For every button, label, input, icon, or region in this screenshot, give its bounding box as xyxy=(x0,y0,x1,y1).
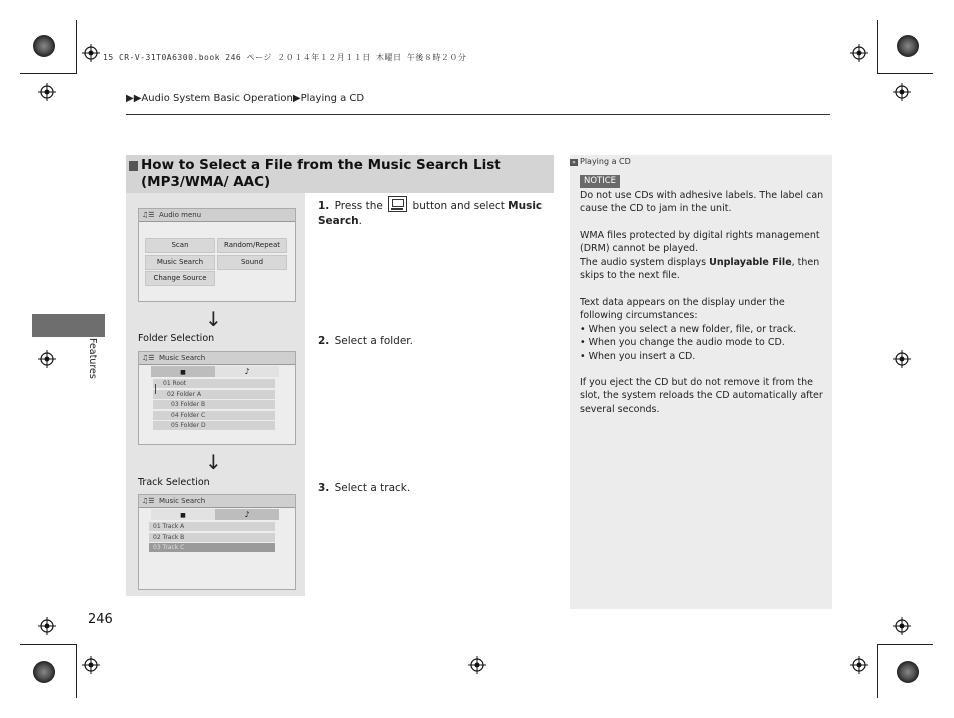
registration-mark-icon xyxy=(468,656,486,674)
breadcrumb-link-playing-cd[interactable]: Playing a CD xyxy=(300,93,365,104)
crop-line xyxy=(877,644,878,698)
random-repeat-button[interactable]: Random/Repeat xyxy=(217,238,287,253)
track-row-selected[interactable]: 03 Track C xyxy=(149,543,275,552)
music-note-icon: ♪ xyxy=(244,510,250,519)
track-selection-label: Track Selection xyxy=(138,477,210,488)
music-menu-icon: ♫☰ xyxy=(142,354,155,362)
color-rosette-top-left xyxy=(33,35,55,57)
music-menu-icon: ♫☰ xyxy=(142,211,155,219)
chapter-label: Features xyxy=(87,338,98,379)
screen-title-bar xyxy=(139,209,295,222)
screen-title-bar xyxy=(139,495,295,508)
notes-panel xyxy=(570,155,832,609)
music-menu-icon: ♫☰ xyxy=(142,497,155,505)
color-rosette-bottom-right xyxy=(897,661,919,683)
breadcrumb-separator-icon: ▶ xyxy=(292,93,301,104)
screen-title: Audio menu xyxy=(159,211,202,219)
step-2: 2. Select a folder. xyxy=(318,335,413,347)
folder-row[interactable]: 05 Folder D xyxy=(153,421,275,430)
down-arrow-icon: ↓ xyxy=(205,450,222,474)
registration-mark-icon xyxy=(850,44,868,62)
registration-mark-icon xyxy=(38,617,56,635)
crop-line xyxy=(76,644,77,698)
crop-line xyxy=(877,644,933,645)
crop-line xyxy=(20,644,76,645)
reference-arrow-icon: » xyxy=(570,159,578,166)
notice-badge: NOTICE xyxy=(580,175,620,188)
breadcrumb xyxy=(126,93,364,104)
track-row[interactable]: 02 Track B xyxy=(149,533,275,542)
folder-row[interactable]: 02 Folder A xyxy=(153,390,275,399)
section-heading xyxy=(126,155,554,193)
track-selection-screen xyxy=(138,494,296,590)
step-number: 1. xyxy=(318,200,330,212)
section-marker-icon xyxy=(129,161,138,171)
folder-icon: ■ xyxy=(180,369,186,376)
track-row[interactable]: 01 Track A xyxy=(149,522,275,531)
scan-button[interactable]: Scan xyxy=(145,238,215,253)
crop-line xyxy=(877,20,878,74)
folder-row[interactable]: 03 Folder B xyxy=(153,400,275,409)
chapter-tab xyxy=(32,314,105,337)
section-title: How to Select a File from the Music Search List (MP3/WMA/ AAC) xyxy=(141,157,501,190)
reference-link[interactable]: » Playing a CD xyxy=(570,157,631,166)
menu-button-icon xyxy=(388,196,407,212)
step-3: 3. Select a track. xyxy=(318,482,411,494)
search-tabs xyxy=(151,509,279,520)
down-arrow-icon: ↓ xyxy=(205,307,222,331)
folder-selection-label: Folder Selection xyxy=(138,333,215,344)
registration-mark-icon xyxy=(893,350,911,368)
breadcrumb-link-audio-system[interactable]: Audio System Basic Operation xyxy=(141,93,293,104)
crop-line xyxy=(877,73,933,74)
eject-note: If you eject the CD but do not remove it from the slot, the system reloads the CD automatically after several seconds. xyxy=(580,377,823,415)
music-search-button[interactable]: Music Search xyxy=(145,255,215,270)
registration-mark-icon xyxy=(893,617,911,635)
music-note-icon: ♪ xyxy=(244,367,250,376)
screen-title-bar xyxy=(139,352,295,365)
folder-row[interactable]: 01 Root xyxy=(153,379,275,388)
screen-title: Music Search xyxy=(159,497,206,505)
print-file-line: 15 CR-V-31T0A6300.book 246 ページ ２０１４年１２月１１日 木曜日 午後８時２０分 xyxy=(103,53,467,62)
list-item: • When you select a new folder, file, or track. xyxy=(580,323,797,335)
registration-mark-icon xyxy=(82,44,100,62)
breadcrumb-arrows-icon: ▶▶ xyxy=(126,93,142,104)
folder-row[interactable]: 04 Folder C xyxy=(153,411,275,420)
crop-line xyxy=(20,73,76,74)
step-1: 1. Press the button and select Music Search. xyxy=(318,196,546,229)
notice-text: Do not use CDs with adhesive labels. The label can cause the CD to jam in the unit. xyxy=(580,190,824,215)
page-number: 246 xyxy=(88,612,113,627)
change-source-button[interactable]: Change Source xyxy=(145,271,215,286)
registration-mark-icon xyxy=(38,350,56,368)
color-rosette-top-right xyxy=(897,35,919,57)
track-tab[interactable] xyxy=(215,366,279,377)
track-tab[interactable] xyxy=(215,509,279,520)
search-tabs xyxy=(151,366,279,377)
registration-mark-icon xyxy=(850,656,868,674)
crop-line xyxy=(76,20,77,74)
list-item: • When you insert a CD. xyxy=(580,350,696,362)
sound-button[interactable]: Sound xyxy=(217,255,287,270)
registration-mark-icon xyxy=(38,83,56,101)
registration-mark-icon xyxy=(893,83,911,101)
folder-tab[interactable] xyxy=(151,509,215,520)
list-item: • When you change the audio mode to CD. xyxy=(580,337,785,349)
registration-mark-icon xyxy=(82,656,100,674)
text-data-note: Text data appears on the display under the following circumstances: • When you select a new folder, file, or track. • When you change the audio mode to CD. • When you insert a CD. xyxy=(580,296,828,363)
step-number: 3. xyxy=(318,482,330,494)
audio-menu-screen xyxy=(138,208,296,302)
folder-selection-screen xyxy=(138,351,296,445)
folder-tab[interactable] xyxy=(151,366,215,377)
folder-icon: ■ xyxy=(180,512,186,519)
step-number: 2. xyxy=(318,335,330,347)
header-rule xyxy=(126,114,830,115)
screen-title: Music Search xyxy=(159,354,206,362)
color-rosette-bottom-left xyxy=(33,661,55,683)
folder-tree-line xyxy=(155,384,156,394)
drm-note: WMA files protected by digital rights management (DRM) cannot be played. The audio system displays Unplayable File, then skips to the next file. xyxy=(580,230,820,282)
